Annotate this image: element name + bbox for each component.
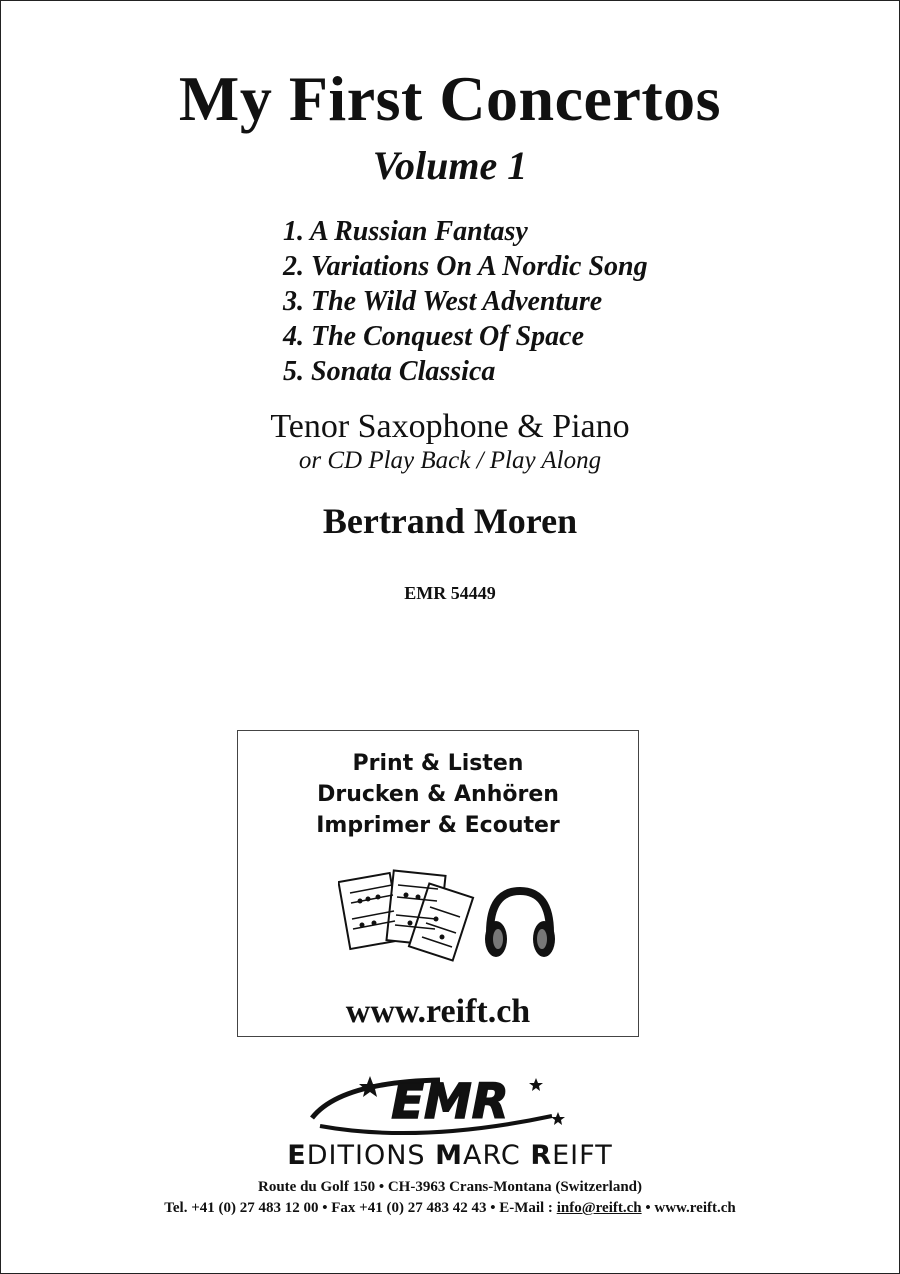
publisher-initial-e: E xyxy=(287,1140,307,1171)
list-item: 3. The Wild West Adventure xyxy=(283,286,603,317)
publisher-contact xyxy=(0,1200,900,1217)
promo-line-english: Print & Listen xyxy=(352,751,524,776)
list-item: 2. Variations On A Nordic Song xyxy=(283,251,648,282)
sheet-music-icon xyxy=(338,870,473,960)
contact-phone-fax: Tel. +41 (0) 27 483 12 00 • Fax +41 (0) 27 483 42 43 • E-Mail : xyxy=(164,1200,557,1216)
list-item: 1. A Russian Fantasy xyxy=(283,216,528,247)
publisher-name-part3: EIFT xyxy=(552,1140,613,1171)
playback-note: or CD Play Back / Play Along xyxy=(298,447,602,474)
email-link[interactable]: info@reift.ch xyxy=(556,1200,642,1216)
instrumentation: Tenor Saxophone & Piano xyxy=(270,408,630,445)
headphones-icon xyxy=(485,891,555,957)
volume-subtitle: Volume 1 xyxy=(372,143,528,188)
website-link[interactable]: www.reift.ch xyxy=(345,993,531,1030)
emr-logo xyxy=(300,1072,600,1147)
page-title: My First Concertos xyxy=(178,63,722,134)
promo-line-german: Drucken & Anhören xyxy=(317,782,559,807)
publisher-initial-m: M xyxy=(435,1140,463,1171)
publisher-name-part2: ARC xyxy=(463,1140,531,1171)
composer-name: Bertrand Moren xyxy=(322,501,578,541)
publisher-name-part1: DITIONS xyxy=(306,1140,436,1171)
pieces-list xyxy=(283,214,648,389)
print-listen-box xyxy=(237,730,639,1037)
list-item: 4. The Conquest Of Space xyxy=(283,321,584,352)
promo-illustration xyxy=(338,867,558,967)
catalog-code: EMR 54449 xyxy=(404,583,496,603)
list-item: 5. Sonata Classica xyxy=(283,356,496,387)
publisher-address: Route du Golf 150 • CH-3963 Crans-Montana (Switzerland) xyxy=(258,1179,642,1195)
publisher-name xyxy=(0,1140,900,1171)
logo-text: EMR xyxy=(391,1074,509,1130)
promo-line-french: Imprimer & Ecouter xyxy=(316,813,560,838)
publisher-initial-r: R xyxy=(530,1140,553,1171)
contact-website: • www.reift.ch xyxy=(641,1200,736,1216)
